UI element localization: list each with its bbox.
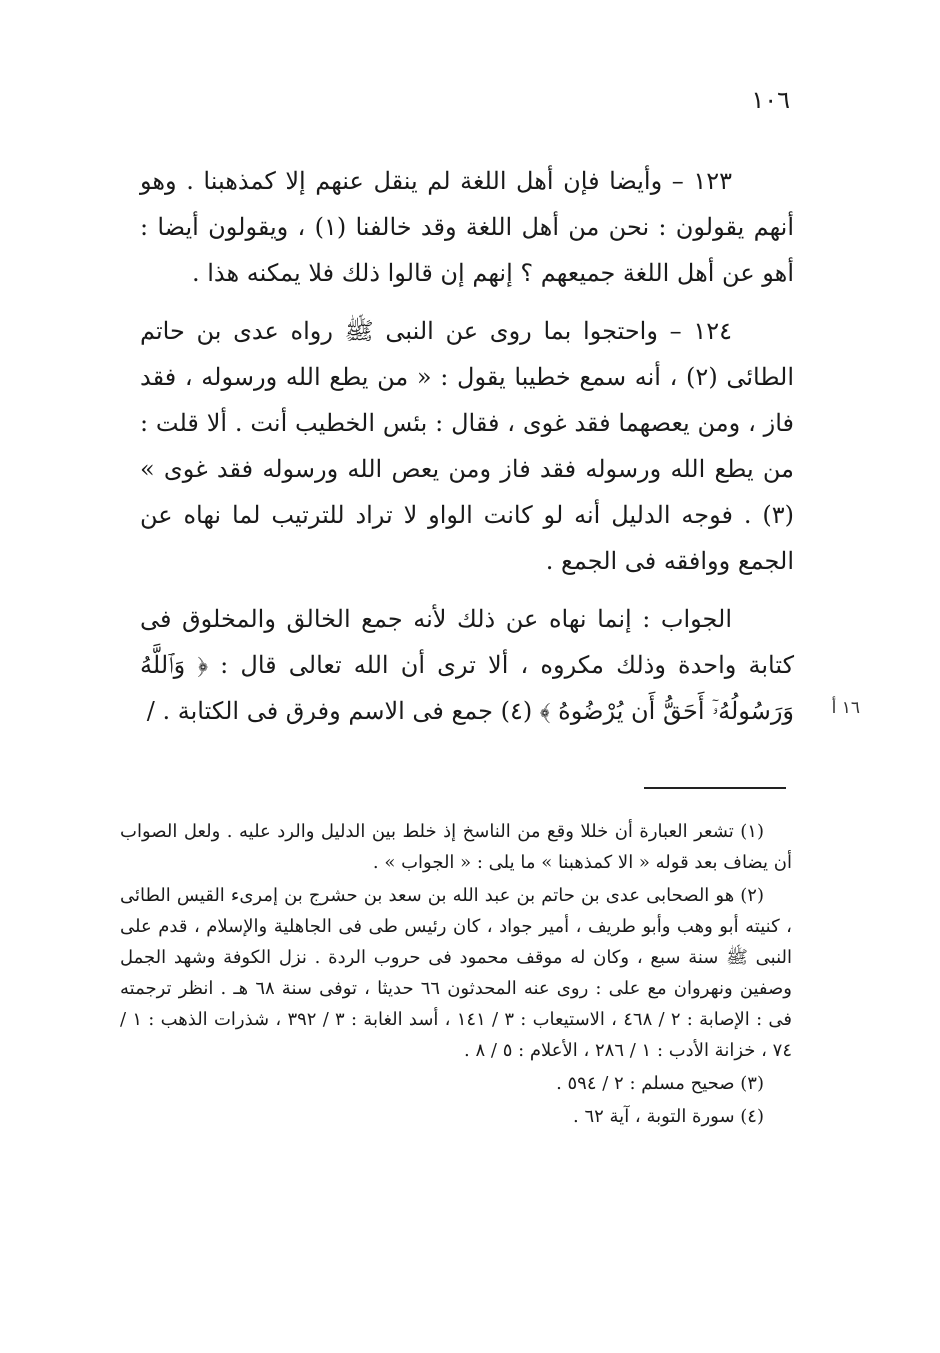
page-number: ١٠٦ (751, 86, 790, 114)
footnote-separator (644, 787, 786, 789)
main-text (140, 158, 794, 734)
paragraph-123: ١٢٣ – وأيضا فإن أهل اللغة لم ينقل عنهم إلا كمذهبنا . وهو أنهم يقولون : نحن من أهل اللغة وقد خالفنا (١) ، ويقولون أيضا : أهو عن أهل اللغة جميعهم ؟ إنهم إن قالوا ذلك فلا يمكنه هذا . (140, 167, 794, 287)
footnote-4: (٤) سورة التوبة ، آية ٦٢ . (573, 1106, 764, 1127)
paragraph-answer: الجواب : إنما نهاه عن ذلك لأنه جمع الخالق والمخلوق فى كتابة واحدة وذلك مكروه ، ألا ترى أن الله تعالى قال : ﴿ وَٱللَّهُ وَرَسُولُهُۥٓ أَحَقُّ أَن يُرْضُوهُ ﴾ (٤) جمع فى الاسم وفرق فى الكتابة . / (140, 605, 794, 725)
paragraph-124: ١٢٤ – واحتجوا بما روى عن النبى ﷺ رواه عدى بن حاتم الطائى (٢) ، أنه سمع خطيبا يقول : « من يطع الله ورسوله ، فقد فاز ، ومن يعصهما فقد غوى ، فقال : بئس الخطيب أنت . ألا قلت : من يطع الله ورسوله فقد فاز ومن يعص الله ورسوله فقد غوى » (٣) . فوجه الدليل أنه لو كانت الواو لا تراد للترتيب لما نهاه عن الجمع ووافقه فى الجمع . (140, 317, 795, 575)
footnote-3: (٣) صحيح مسلم : ٢ / ٥٩٤ . (556, 1073, 764, 1094)
footnote-2: (٢) هو الصحابى عدى بن حاتم بن عبد الله بن سعد بن حشرج بن إمرىء القيس الطائى ، كنيته أبو وهب وأبو طريف ، أمير جواد ، كان رئيس طى فى الجاهلية والإسلام ، قدم على النبى ﷺ سنة سبع ، وكان له موقف محمود فى حروب الردة . نزل الكوفة وشهد الجمل وصفين ونهروان مع على : روى عنه المحدثون ٦٦ حديثا ، توفى سنة ٦٨ هـ . انظر ترجمته فى : الإصابة : ٢ / ٤٦٨ ، الاستيعاب : ٣ / ١٤١ ، أسد الغابة : ٣ / ٣٩٢ ، شذرات الذهب : ١ / ٧٤ ، خزانة الأدب : ١ / ٢٨٦ ، الأعلام : ٥ / ٨ . (120, 885, 793, 1061)
footnotes (120, 816, 792, 1134)
footnote-1: (١) تشعر العبارة أن خللا وقع من الناسخ إذ خلط بين الدليل والرد عليه . ولعل الصواب أن يضاف بعد قوله « الا كمذهبنا » ما يلى : « الجواب » . (120, 821, 792, 873)
manuscript-folio-note: ١٦ أ (831, 698, 860, 718)
